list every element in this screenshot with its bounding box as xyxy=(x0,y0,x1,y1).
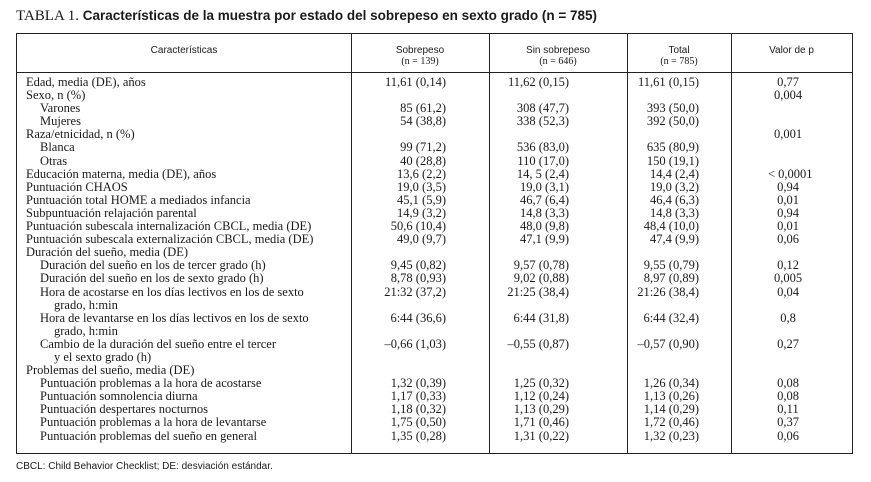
header-no-overweight: Sin sobrepeso (n = 646) xyxy=(526,45,590,67)
table-row: Puntuación CHAOS 19,0 (3,5) 19,0 (3,1) 19,0 (3,2) 0,94 xyxy=(26,179,799,194)
table-row: Duración del sueño en los de sexto grado (h) 8,78 (0,93) 9,02 (0,88) 8,97 (0,89) 0,005 xyxy=(40,271,803,286)
table-row: Duración del sueño en los de tercer grado (h) 9,45 (0,82) 9,57 (0,78) 9,55 (0,79) 0,12 xyxy=(40,258,799,273)
header-overweight: Sobrepeso (n = 139) xyxy=(395,45,445,67)
table-row: Duración del sueño, media (DE) xyxy=(26,245,189,260)
header-p-value: Valor de p xyxy=(769,45,814,56)
table-row: Varones 85 (61,2) 308 (47,7) 393 (50,0) xyxy=(40,101,699,116)
table-footnote: CBCL: Child Behavior Checklist; DE: desviación estándar. xyxy=(16,461,273,472)
table-row: Blanca 99 (71,2) 536 (83,0) 635 (80,9) xyxy=(40,140,699,155)
table-row: Problemas del sueño, media (DE) xyxy=(26,363,195,378)
table-row: Cambio de la duración del sueño entre el tercer y el sexto grado (h) –0,66 (1,03) –0,55 (0,87) –0,57 (0,90) 0,27 xyxy=(40,336,799,364)
table-row: Hora de levantarse en los días lectivos en los de sexto grado, h:min 6:44 (36,6) 6:44 (31,8) 6:44 (32,4) 0,8 xyxy=(40,310,796,338)
table-row: Edad, media (DE), años 11,61 (0,14) 11,62 (0,15) 11,61 (0,15) 0,77 xyxy=(26,75,799,89)
table-title xyxy=(16,8,597,25)
table-row: Puntuación somnolencia diurna 1,17 (0,33) 1,12 (0,24) 1,13 (0,26) 0,08 xyxy=(40,389,799,404)
table-row: Puntuación problemas a la hora de levantarse 1,75 (0,50) 1,71 (0,46) 1,72 (0,46) 0,37 xyxy=(40,415,799,430)
header-total: Total (n = 785) xyxy=(660,45,698,67)
table-body xyxy=(17,76,852,443)
table-caption: Características de la muestra por estado del sobrepeso en sexto grado (n = 785) xyxy=(82,8,598,23)
table-number: TABLA 1. xyxy=(16,8,79,24)
table-row: Mujeres 54 (38,8) 338 (52,3) 392 (50,0) xyxy=(40,114,699,129)
table-row: Puntuación total HOME a mediados infancia 45,1 (5,9) 46,7 (6,4) 46,4 (6,3) 0,01 xyxy=(26,192,799,207)
table-row: Educación materna, media (DE), años 13,6 (2,2) 14, 5 (2,4) 14,4 (2,4) < 0,0001 xyxy=(26,166,813,181)
data-table xyxy=(16,33,853,454)
table-row: Puntuación subescala internalización CBCL, media (DE) 50,6 (10,4) 48,0 (9,8) 48,4 (10,0) 0,01 xyxy=(26,219,799,234)
table-row: Puntuación problemas del sueño en general 1,35 (0,28) 1,31 (0,22) 1,32 (0,23) 0,06 xyxy=(40,428,799,443)
table-row: Puntuación subescala externalización CBCL, media (DE) 49,0 (9,7) 47,1 (9,9) 47,4 (9,9) 0,06 xyxy=(26,232,799,247)
table-row: Puntuación problemas a la hora de acostarse 1,32 (0,39) 1,25 (0,32) 1,26 (0,34) 0,08 xyxy=(40,376,799,391)
table-row: Puntuación despertares nocturnos 1,18 (0,32) 1,13 (0,29) 1,14 (0,29) 0,11 xyxy=(40,402,799,417)
table-row: Subpuntuación relajación parental 14,9 (3,2) 14,8 (3,3) 14,8 (3,3) 0,94 xyxy=(26,205,799,220)
table-row: Sexo, n (%) 0,004 xyxy=(26,88,803,103)
table-row: Raza/etnicidad, n (%) 0,001 xyxy=(26,127,803,142)
table-row: Otras 40 (28,8) 110 (17,0) 150 (19,1) xyxy=(40,153,699,168)
table-row: Hora de acostarse en los días lectivos en los de sexto grado, h:min 21:32 (37,2) 21:25 (38,4) 21:26 (38,4) 0,04 xyxy=(40,284,799,312)
header-characteristics: Características xyxy=(150,45,218,56)
header-rule xyxy=(17,72,852,73)
